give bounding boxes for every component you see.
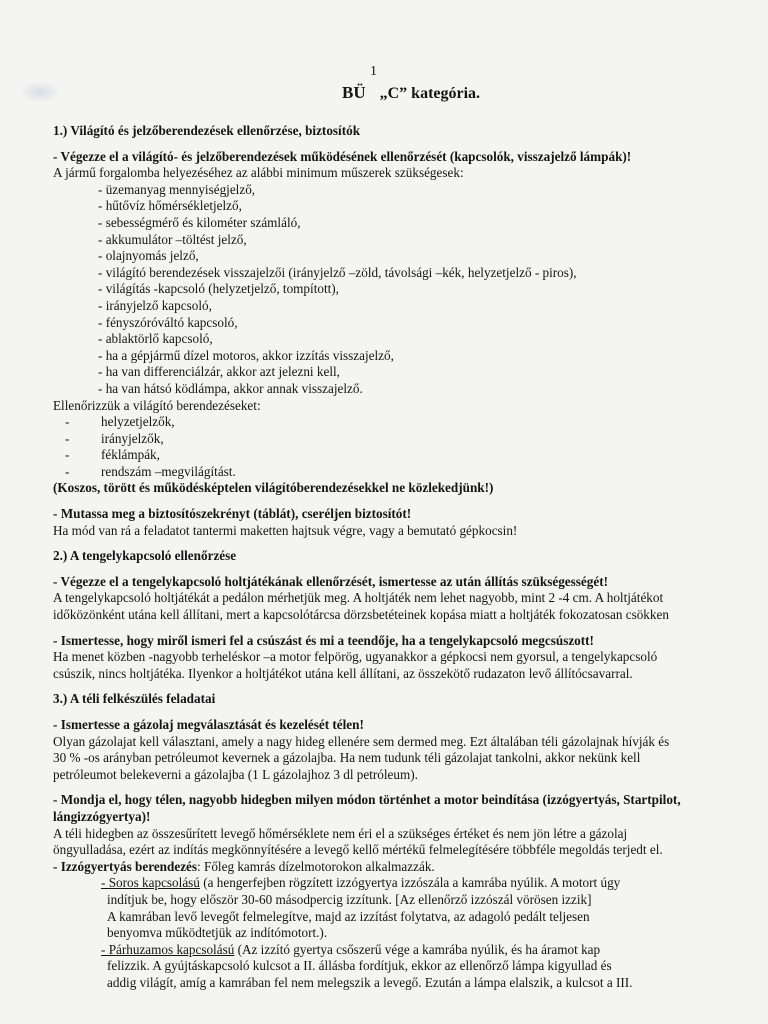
- section-2-heading: 2.) A tengelykapcsoló ellenőrzése: [53, 548, 237, 564]
- section-2-task-2-text: Ha menet közben -nagyobb terheléskor –a motor felpörög, ugyanakkor a gépkocsi nem gyorsul, a tengelykapcsoló: [53, 649, 658, 665]
- parallel-line: felizzik. A gyújtáskapcsoló kulcsot a II. állásba fordítjuk, ekkor az ellenőrző lámpa kigyullad és: [107, 958, 612, 974]
- section-3-task-1-text: Olyan gázolajat kell választani, amely a nagy hideg ellenére sem dermed meg. Ezt általában téli gázolajnak hívják és: [53, 733, 670, 749]
- section-3-task-2: lángizzógyertya)!: [53, 808, 151, 824]
- document-body: [53, 123, 733, 992]
- page-number: 1: [370, 64, 377, 79]
- parallel-line: addig világít, amíg a kamrában fel nem melegszik a levegő. Ezután a lámpa elalszik, a kulcsot a III.: [107, 974, 633, 990]
- section-2-task-1: - Végezze el a tengelykapcsoló holtjátékának ellenőrzését, ismertesse az után állítás szükségességét!: [53, 573, 608, 589]
- instrument-item: - világítás -kapcsoló (helyzetjelző, tompított),: [98, 281, 339, 297]
- instrument-item: - ha van differenciálzár, akkor azt jelezni kell,: [98, 364, 340, 380]
- section-3-heading: 3.) A téli felkészülés feladatai: [53, 691, 216, 707]
- serial-line: indítjuk be, hogy először 30-60 másodpercig izzítunk. [Az ellenőrző izzószál vörösen izzik]: [107, 891, 592, 907]
- section-3-task-1: - Ismertesse a gázolaj megválasztását és kezelését télen!: [53, 717, 364, 732]
- parallel-label: - Párhuzamos kapcsolású: [101, 941, 235, 957]
- instrument-item: - ha a gépjármű dízel motoros, akkor izzítás visszajelző,: [98, 347, 394, 363]
- section-2-task-2: - Ismertesse, hogy miről ismeri fel a csúszást és mi a teendője, ha a tengelykapcsoló megcsúszott!: [53, 632, 594, 648]
- section-2-task-1-text: A tengelykapcsoló holtjátékát a pedálon mérhetjük meg. A holtjáték nem lehet nagyobb, mint 2 -4 cm. A holtjátékot: [53, 590, 664, 606]
- scan-smudge: [20, 82, 60, 102]
- instrument-item: - világító berendezések visszajelzői (irányjelző –zöld, távolsági –kék, helyzetjelző - piros),: [98, 264, 577, 280]
- section-3-task-2-text: öngyulladása, ezért az indítás megkönnyítésére a levegő kellő mértékű felmelegítésére többféle megoldás terjedt el.: [53, 842, 663, 858]
- light-item: - féklámpák,: [65, 447, 160, 463]
- page-title: [342, 83, 480, 103]
- parallel-line: - Párhuzamos kapcsolású (Az izzító gyertya csőszerű vége a kamrába nyúlik, és ha áramot kap: [101, 941, 601, 957]
- light-item: - rendszám –megvilágítást.: [65, 463, 236, 479]
- instrument-item: - fényszóróváltó kapcsoló,: [98, 314, 238, 330]
- title-code: BÜ: [342, 83, 366, 102]
- instrument-item: - irányjelző kapcsoló,: [98, 297, 212, 313]
- title-category: „C” kategória.: [379, 85, 481, 102]
- section-1-heading: 1.) Világító és jelzőberendezések ellenőrzése, biztosítók: [53, 123, 361, 138]
- section-1-task-2: - Mutassa meg a biztosítószekrényt (táblát), cseréljen biztosítót!: [53, 506, 412, 522]
- section-1-task-1: - Végezze el a világító- és jelzőberendezések működésének ellenőrzését (kapcsolók, visszajelző lámpák)!: [53, 148, 632, 164]
- instrument-item: - ablaktörlő kapcsoló,: [98, 331, 213, 347]
- serial-label: - Soros kapcsolású: [101, 875, 200, 891]
- glow-plug-label: - Izzógyertyás berendezés: [53, 858, 198, 874]
- section-1-intro: A jármű forgalomba helyezéséhez az alábbi minimum műszerek szükségesek:: [53, 165, 464, 181]
- lights-check-intro: Ellenőrizzük a világító berendezéseket:: [53, 397, 261, 413]
- glow-plug-line: - Izzógyertyás berendezés: Főleg kamrás dízelmotorokon alkalmazzák.: [53, 858, 435, 874]
- section-1-task-2-text: Ha mód van rá a feladatot tantermi maketten hajtsuk végre, vagy a bemutató gépkocsin!: [53, 522, 518, 538]
- light-item: - irányjelzők,: [65, 430, 164, 446]
- section-3-task-1-text: petróleumot belekeverni a gázolajba (1 L gázolajhoz 3 dl petróleum).: [53, 766, 418, 782]
- instrument-item: - ha van hátsó ködlámpa, akkor annak visszajelző.: [98, 380, 363, 396]
- section-3-task-2-text: A téli hidegben az összesűrített levegő hőmérséklete nem éri el a szükséges értéket és nem jön létre a gázolaj: [53, 825, 628, 841]
- instrument-item: - olajnyomás jelző,: [98, 248, 199, 264]
- instrument-item: - hűtővíz hőmérsékletjelző,: [98, 198, 242, 214]
- section-2-task-1-text: időközönként utána kell állítani, mert a kapcsolótárcsa dörzsbetéteinek kopása miatt a holtjáték fokozatosan csökken: [53, 607, 669, 623]
- section-3-task-1-text: 30 % -os arányban petróleumot kevernek a gázolajba. Ha nem tudunk téli gázolajat tankolni, akkor nekünk kell: [53, 750, 641, 766]
- instrument-item: - üzemanyag mennyiségjelző,: [98, 181, 256, 197]
- lights-warning: (Koszos, törött és működésképtelen világítóberendezésekkel ne közlekedjünk!): [53, 480, 494, 496]
- section-2-task-2-text: csúszik, nincs holtjátéka. Ilyenkor a holtjátékot utána kell állítani, az összekötő rudazaton levő állítócsavarral.: [53, 665, 633, 681]
- serial-line: benyomva működtetjük az indítómotort.).: [107, 925, 328, 941]
- section-3-task-2: - Mondja el, hogy télen, nagyobb hidegben milyen módon történhet a motor beindítása (izzógyertyás, Startpilot,: [53, 792, 681, 808]
- light-item: - helyzetjelzők,: [65, 414, 175, 430]
- serial-line: - Soros kapcsolású (a hengerfejben rögzített izzógyertya izzószála a kamrába nyúlik. A motort úgy: [101, 875, 621, 891]
- serial-line: A kamrában levő levegőt felmelegítve, majd az izzítást folytatva, az adagoló pedált teljesen: [107, 908, 590, 924]
- instrument-item: - sebességmérő és kilométer számláló,: [98, 214, 301, 230]
- instrument-item: - akkumulátor –töltést jelző,: [98, 231, 247, 247]
